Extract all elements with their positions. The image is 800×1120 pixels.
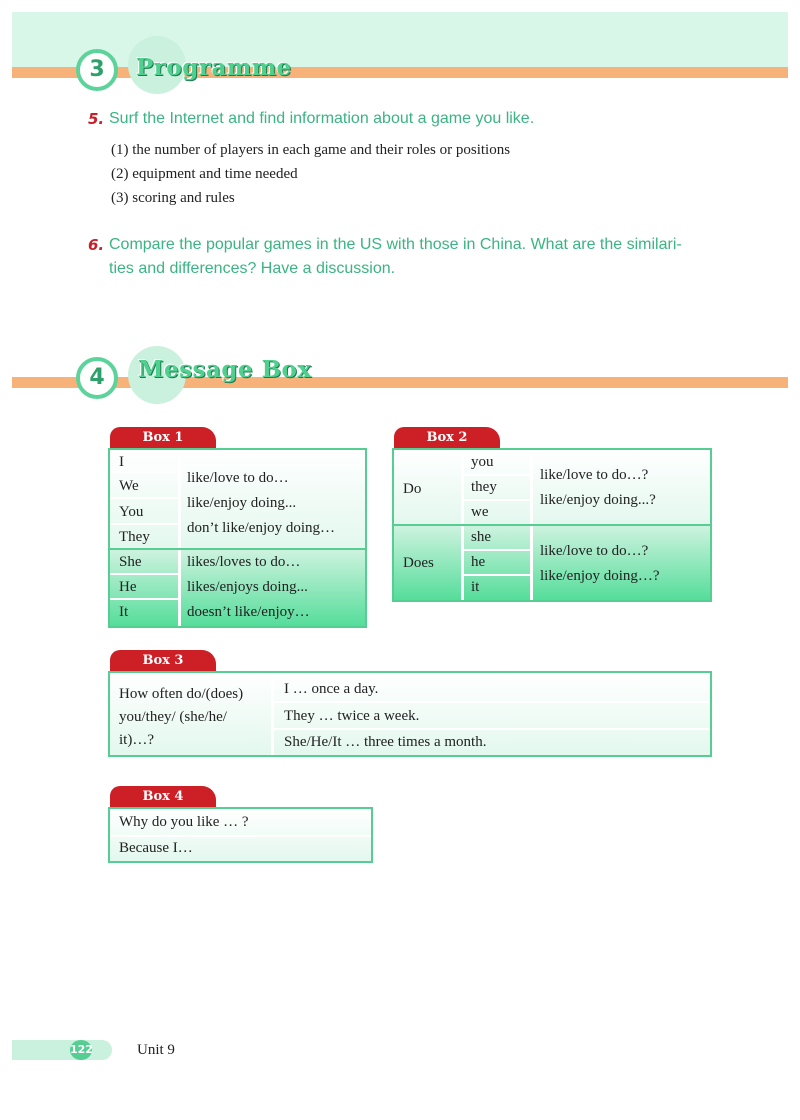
box-1-verb: don’t like/enjoy doing…	[187, 520, 336, 536]
box-1-pronoun: I	[119, 454, 124, 470]
question-6-number: 6.	[88, 236, 105, 254]
box-1-pronoun: It	[119, 604, 129, 620]
box-3-answer: She/He/It … three times a month.	[284, 734, 487, 750]
box-1-label: Box 1	[110, 427, 216, 448]
page-number: 122	[70, 1040, 92, 1060]
box-1-pronoun: They	[119, 529, 150, 545]
box-1-verb: like/enjoy doing...	[187, 495, 297, 511]
box-2-label: Box 2	[394, 427, 500, 448]
box-2-verb: like/love to do…?	[540, 467, 649, 483]
footer-pill	[12, 1040, 112, 1060]
section-4-number: 4	[76, 357, 118, 399]
box-1-verb: doesn’t like/enjoy…	[187, 604, 310, 620]
question-5-item-3: (3) scoring and rules	[111, 190, 235, 206]
box-4-row: Why do you like … ?	[119, 814, 249, 830]
box-4	[108, 807, 373, 863]
box-1-verb: like/love to do…	[187, 470, 289, 486]
box-2	[392, 448, 712, 602]
box-2-verb: like/enjoy doing…?	[540, 568, 660, 584]
box-2-pronoun: we	[471, 504, 489, 520]
box-2-does: Does	[403, 555, 434, 571]
box-2-verb: like/enjoy doing...?	[540, 492, 656, 508]
box-1-pronoun: You	[119, 504, 144, 520]
box-2-pronoun: she	[471, 529, 491, 545]
box-3-question-line: you/they/ (she/he/	[119, 709, 227, 725]
question-5-item-1: (1) the number of players in each game and their roles or positions	[111, 142, 511, 158]
section-3-number: 3	[76, 49, 118, 91]
box-1-verb: likes/enjoys doing...	[187, 579, 308, 595]
box-2-pronoun: you	[471, 454, 494, 470]
box-2-verb: like/love to do…?	[540, 543, 649, 559]
box-3	[108, 671, 712, 757]
question-5-text: Surf the Internet and find information about a game you like.	[109, 110, 535, 127]
box-3-question-line: it)…?	[119, 732, 154, 748]
box-3-question-line: How often do/(does)	[119, 686, 244, 702]
box-1-verb: likes/loves to do…	[187, 554, 301, 570]
question-5-number: 5.	[88, 110, 105, 128]
box-1-pronoun: He	[119, 579, 137, 595]
section-4-title: Message Box	[138, 356, 312, 383]
box-4-row: Because I…	[119, 840, 193, 856]
box-1	[108, 448, 367, 628]
box-2-pronoun: he	[471, 554, 486, 570]
box-1-pronoun: We	[119, 478, 139, 494]
question-5-item-2: (2) equipment and time needed	[111, 166, 298, 182]
box-4-label: Box 4	[110, 786, 216, 807]
box-2-pronoun: it	[471, 579, 480, 595]
question-6-line-1: Compare the popular games in the US with those in China. What are the similari-	[109, 236, 682, 253]
unit-label: Unit 9	[137, 1042, 175, 1058]
box-2-do: Do	[403, 481, 422, 497]
question-6-line-2: ties and differences? Have a discussion.	[109, 260, 396, 277]
box-1-pronoun: She	[119, 554, 142, 570]
box-3-answer: They … twice a week.	[284, 708, 420, 724]
box-3-answer: I … once a day.	[284, 681, 379, 697]
box-2-pronoun: they	[471, 479, 497, 495]
box-3-label: Box 3	[110, 650, 216, 671]
section-3-title: Programme	[136, 54, 292, 81]
